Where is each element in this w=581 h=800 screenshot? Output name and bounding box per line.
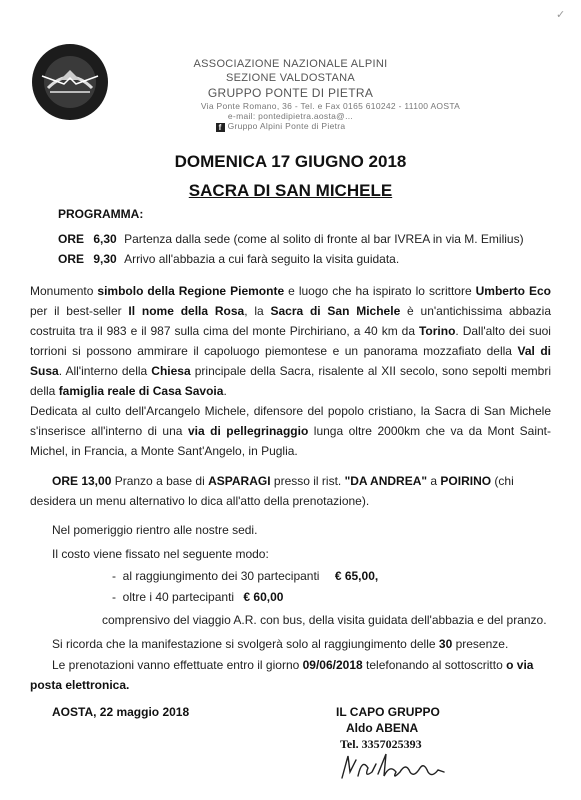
description-bold-run: Umberto Eco	[475, 284, 551, 298]
lunch-bold-run: ASPARAGI	[208, 474, 271, 488]
notice-run: presenze.	[452, 637, 509, 651]
program-text: Partenza dalla sede (come al solito di fronte al bar IVREA in via M. Emilius)	[124, 232, 524, 246]
description-bold-run: Sacra di San Michele	[270, 304, 401, 318]
program-text: Arrivo all'abbazia a cui farà seguito la visita guidata.	[124, 252, 400, 266]
booking-bold-run: 09/06/2018	[302, 658, 363, 672]
program-item	[58, 249, 548, 269]
description-run: è un'antichissima abbazia costruita tra il 983 e il 987 sulla cima del monte Pirchiriano, a 40 km da	[30, 304, 552, 338]
handwritten-signature	[338, 750, 448, 786]
cost-option-text: oltre i 40 partecipanti	[122, 590, 235, 604]
cost-option-text: al raggiungimento dei 30 partecipanti	[122, 569, 320, 583]
description-run: . All'interno della	[58, 364, 152, 378]
description-paragraph	[30, 281, 551, 401]
description-bold-run: Chiesa	[151, 364, 191, 378]
description-bold-run: via di pellegrinaggio	[187, 424, 309, 438]
afternoon-return: Nel pomeriggio rientro alle nostre sedi.	[52, 523, 258, 537]
facebook-line	[0, 121, 571, 132]
lunch-run: a	[427, 474, 441, 488]
program-heading: PROGRAMMA:	[58, 207, 144, 221]
description-bold-run: Torino	[418, 324, 456, 338]
lunch-run: Pranzo a base di	[111, 474, 209, 488]
description-run: lunga oltre 2000km che va da Mont Saint-Michel, in Francia, a Monte Sant'Angelo, in Puglia.	[30, 424, 552, 458]
group-name: GRUPPO PONTE DI PIETRA	[207, 86, 374, 100]
corner-mark: ✓	[556, 9, 566, 21]
association-name: ASSOCIAZIONE NAZIONALE ALPINI	[193, 58, 388, 70]
description-run: , la	[244, 304, 271, 318]
description-bold-run: Val di Susa	[30, 344, 551, 378]
description-bold-run: Il nome della Rosa	[128, 304, 245, 318]
description-run: Monumento	[30, 284, 98, 298]
description-bold-run: famiglia reale di Casa Savoia	[58, 384, 224, 398]
event-date-title: DOMENICA 17 GIUGNO 2018	[174, 152, 407, 171]
program-item	[58, 229, 548, 249]
signatory-name: Aldo ABENA	[346, 721, 419, 735]
lunch-bold-run: ORE 13,00	[52, 474, 112, 488]
description-run: per il best-seller	[30, 304, 129, 318]
program-ore-label: ORE	[58, 232, 85, 246]
facebook-page: Gruppo Alpini Ponte di Pietra	[227, 121, 346, 131]
booking-bold-run: o via posta elettronica.	[30, 658, 534, 692]
facebook-icon: f	[216, 123, 225, 132]
booking-run: Le prenotazioni vanno effettuate entro il giorno	[52, 658, 303, 672]
notice-run: Si ricorda che la manifestazione si svolgerà solo al raggiungimento delle	[52, 637, 439, 651]
cost-option: - oltre i 40 partecipanti € 60,00	[112, 590, 284, 604]
description-run: .	[223, 384, 227, 398]
program-time: 9,30	[93, 252, 117, 266]
lunch-bold-run: "DA ANDREA"	[344, 474, 428, 488]
booking-run: telefonando al sottoscritto	[362, 658, 507, 672]
description-run: e luogo che ha ispirato lo scrittore	[284, 284, 476, 298]
signature-drawing	[338, 750, 448, 786]
group-address: Via Ponte Romano, 36 - Tel. e Fax 0165 610242 - 11100 AOSTA	[200, 101, 461, 111]
description-run: . Dall'alto dei suoi torrioni si possono ammirare il capoluogo piemontese e un panorama mozzafiato della	[30, 324, 551, 358]
group-email: e-mail: pontedipietra.aosta@...	[227, 111, 354, 121]
description-run: Dedicata al culto dell'Arcangelo Michele, difensore del popolo cristiano, la Sacra di San Michele s'inserisce all'interno di una	[30, 404, 551, 438]
place-date: AOSTA, 22 maggio 2018	[52, 705, 190, 719]
lunch-paragraph	[30, 471, 551, 511]
signatory-phone: Tel. 3357025393	[340, 737, 422, 751]
description-run: principale della Sacra, risalente al XII secolo, sono sepolti membri della	[30, 364, 551, 398]
section-name: SEZIONE VALDOSTANA	[225, 72, 356, 84]
cost-intro: Il costo viene fissato nel seguente modo:	[52, 547, 269, 561]
lunch-run: (chi desidera un menu alternativo lo dica all'atto della prenotazione).	[30, 474, 514, 508]
signatory-role: IL CAPO GRUPPO	[336, 705, 440, 719]
booking-paragraph	[30, 655, 551, 695]
lunch-bold-run: POIRINO	[440, 474, 492, 488]
notice-bold-run: 30	[438, 637, 453, 651]
description-paragraph	[30, 401, 551, 461]
cost-option-price: € 60,00	[243, 590, 284, 604]
program-time: 6,30	[93, 232, 117, 246]
event-place-title: SACRA DI SAN MICHELE	[188, 181, 393, 200]
cost-includes: comprensivo del viaggio A.R. con bus, della visita guidata dell'abbazia e del pranzo.	[102, 613, 547, 627]
cost-option-price: € 65,00,	[334, 569, 379, 583]
lunch-run: presso il rist.	[270, 474, 345, 488]
description-bold-run: simbolo della Regione Piemonte	[97, 284, 285, 298]
notice-line	[52, 634, 508, 654]
cost-option: - al raggiungimento dei 30 partecipanti € 65,00,	[112, 569, 379, 583]
program-ore-label: ORE	[58, 252, 85, 266]
